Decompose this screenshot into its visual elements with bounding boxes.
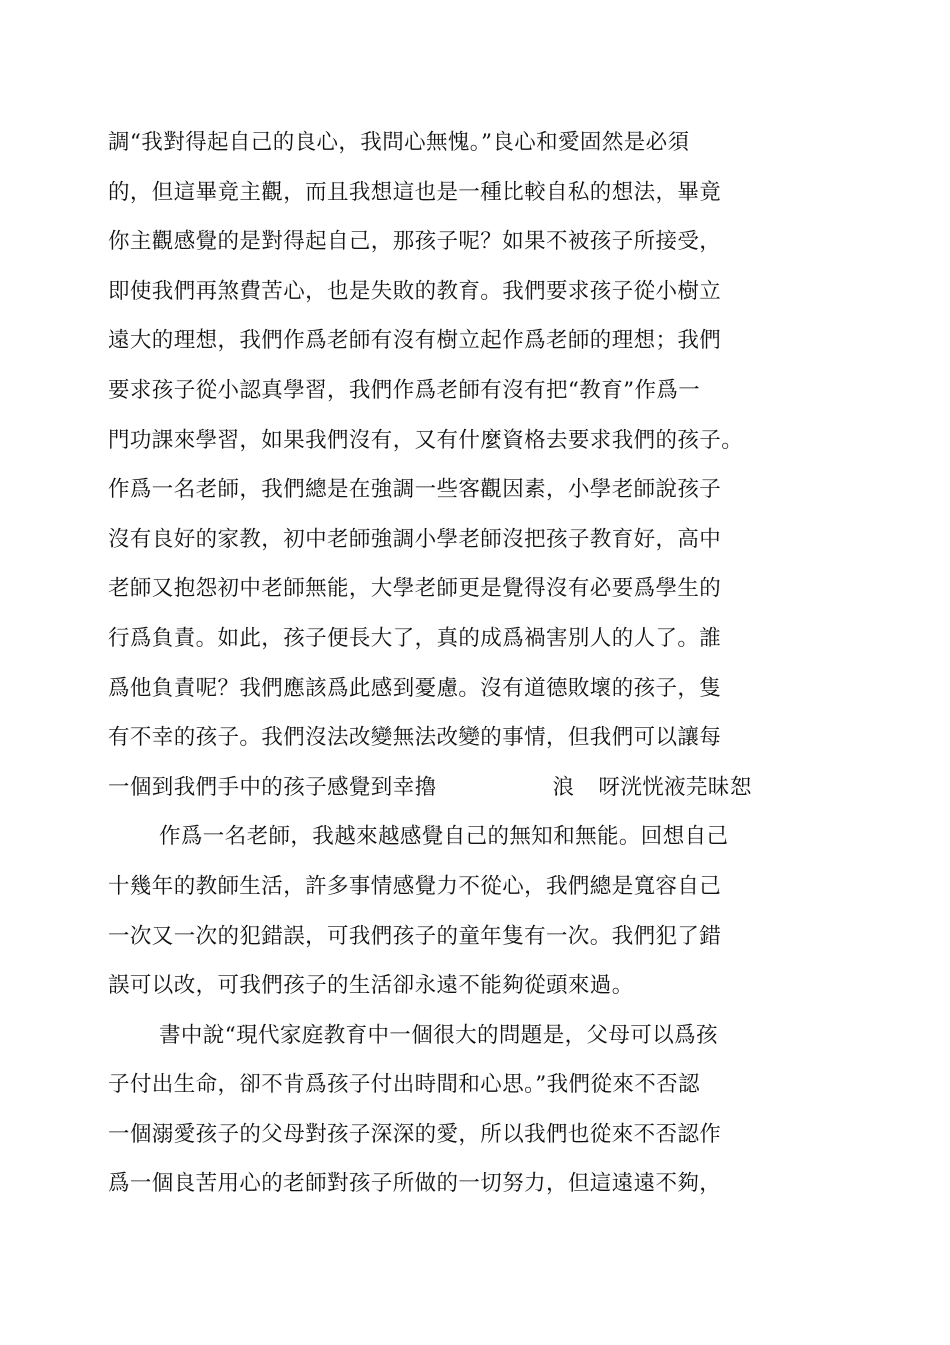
text-line: 作爲一名老師，我們總是在強調一些客觀因素，小學老師說孩子 <box>108 477 722 503</box>
text-line: 調“我對得起自己的良心，我問心無愧。”良心和愛固然是必須 <box>108 130 690 155</box>
text-line: 門功課來學習，如果我們沒有，又有什麼資格去要求我們的孩子。 <box>108 427 744 453</box>
text-line: 爲一個良苦用心的老師對孩子所做的一切努力，但這遠遠不夠， <box>108 1171 722 1197</box>
text-line: 一個溺愛孩子的父母對孩子深深的愛，所以我們也從來不否認作 <box>108 1121 722 1147</box>
garbled-fragment: 浪 <box>552 774 575 800</box>
text-line: 爲他負責呢？我們應該爲此感到憂慮。沒有道德敗壞的孩子，隻 <box>108 675 722 701</box>
text-line: 的，但這畢竟主觀，而且我想這也是一種比較自私的想法，畢竟 <box>108 179 722 205</box>
paragraph-first-line: 書中說“現代家庭教育中一個很大的問題是，父母可以爲孩 <box>159 1022 718 1048</box>
text-line: 子付出生命，卻不肯爲孩子付出時間和心思。”我們從來不否認 <box>108 1072 700 1098</box>
garbled-fragment: 呀洸恍液芫昧恕 <box>598 774 752 800</box>
body-text <box>108 118 808 1209</box>
text-line: 你主觀感覺的是對得起自己，那孩子呢？如果不被孩子所接受， <box>108 229 722 255</box>
text-line: 一次又一次的犯錯誤，可我們孩子的童年隻有一次。我們犯了錯 <box>108 923 722 949</box>
text-fragment: 一個到我們手中的孩子感覺到幸擼 <box>108 774 437 800</box>
text-line: 誤可以改，可我們孩子的生活卻永遠不能夠從頭來過。 <box>108 973 634 999</box>
text-line: 要求孩子從小認真學習，我們作爲老師有沒有把“教育”作爲一 <box>108 377 701 403</box>
text-line-garbled <box>108 763 808 813</box>
text-line: 老師又抱怨初中老師無能，大學老師更是覺得沒有必要爲學生的 <box>108 576 722 602</box>
text-line: 十幾年的教師生活，許多事情感覺力不從心，我們總是寬容自己 <box>108 873 722 899</box>
text-line: 遠大的理想，我們作爲老師有沒有樹立起作爲老師的理想；我們 <box>108 328 722 354</box>
paragraph-first-line: 作爲一名老師，我越來越感覺自己的無知和無能。回想自己 <box>159 824 729 850</box>
text-line: 行爲負責。如此，孩子便長大了，真的成爲禍害別人的人了。誰 <box>108 625 722 651</box>
text-line: 有不幸的孩子。我們沒法改變無法改變的事情，但我們可以讓每 <box>108 725 722 751</box>
text-line: 沒有良好的家教，初中老師強調小學老師沒把孩子教育好，高中 <box>108 526 722 552</box>
text-line: 即使我們再煞費苦心，也是失敗的教育。我們要求孩子從小樹立 <box>108 278 722 304</box>
